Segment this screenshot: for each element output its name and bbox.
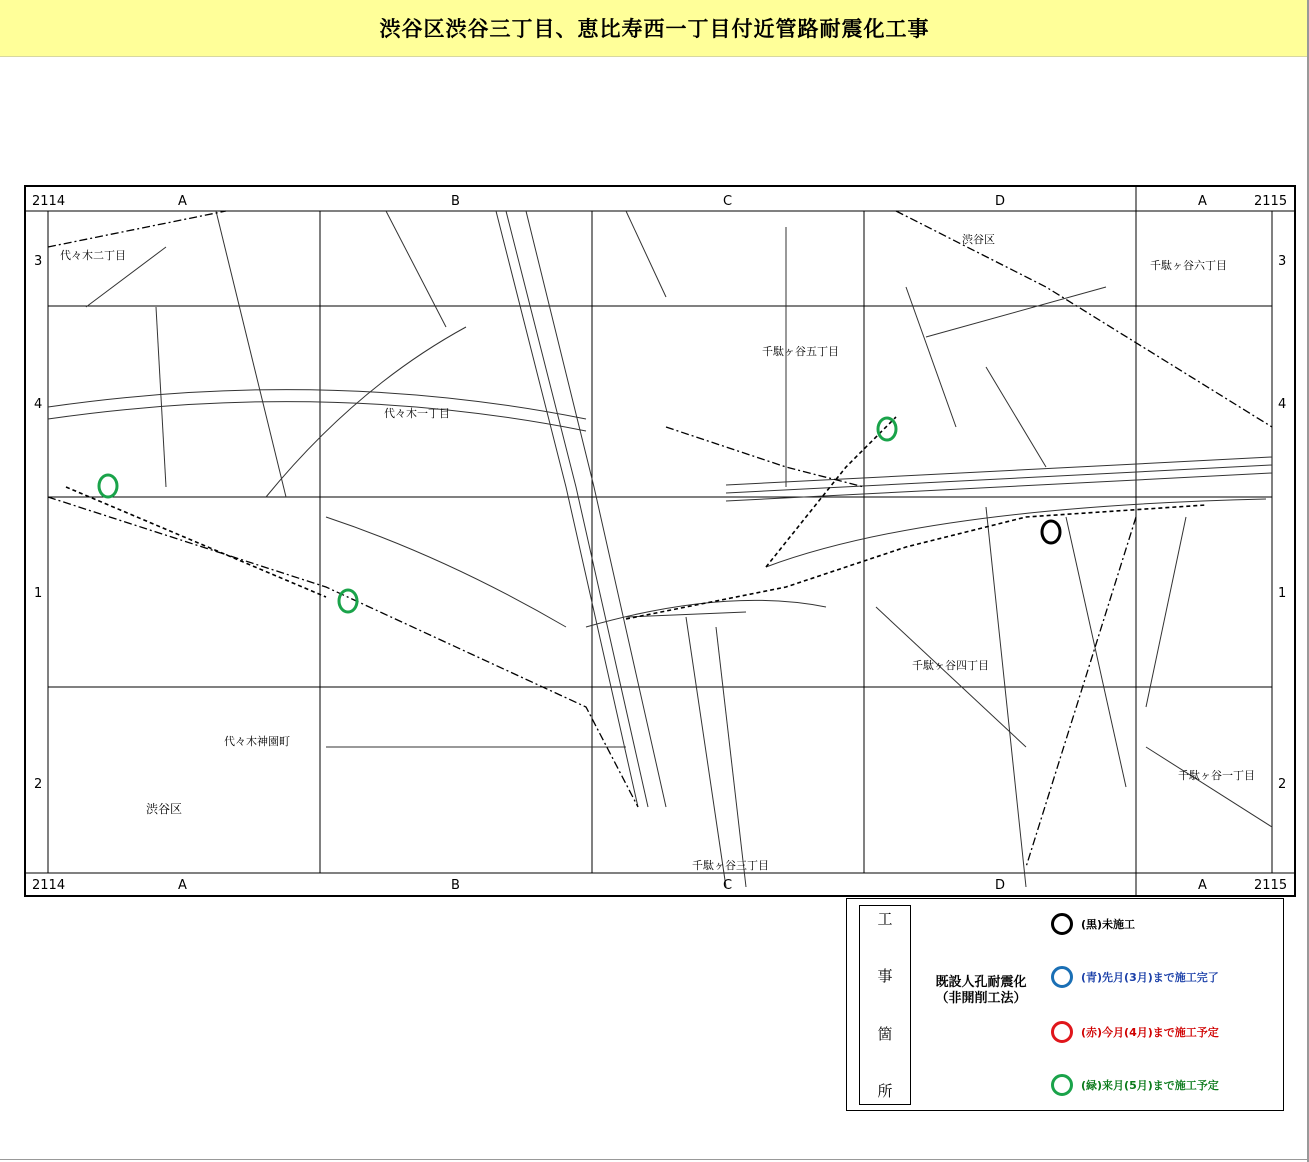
status-markers [99, 418, 1060, 612]
legend-method-line: （非開削工法） [935, 991, 1027, 1006]
place-names [60, 232, 1255, 872]
place-name: 代々木二丁目 [60, 249, 126, 262]
row-label: 1 [1278, 586, 1287, 601]
legend-item-label: (青)先月(3月)まで施工完了 [1081, 971, 1219, 984]
sheet-number-top-left: 2114 [32, 194, 66, 209]
sewer-lines [66, 417, 1206, 619]
place-name: 千駄ヶ谷三丁目 [692, 859, 769, 872]
legend-item-label: (赤)今月(4月)まで施工予定 [1081, 1026, 1219, 1039]
green-ring-icon [1051, 1074, 1073, 1096]
legend-column-char: 事 [877, 967, 893, 986]
bottom-rule [0, 1159, 1309, 1160]
title-banner [0, 0, 1309, 57]
sheet-number-top-right: 2115 [1254, 194, 1288, 209]
marker-green[interactable] [339, 590, 357, 612]
row-labels [34, 254, 1286, 792]
place-name: 千駄ヶ谷六丁目 [1150, 259, 1227, 272]
row-label: 2 [1278, 777, 1287, 792]
map-canvas[interactable] [26, 187, 1294, 895]
place-name: 代々木神園町 [224, 735, 290, 748]
marker-black[interactable] [1042, 521, 1060, 543]
legend-item-label: (黒)未施工 [1081, 918, 1136, 931]
row-label: 1 [34, 586, 43, 601]
row-label: 3 [1278, 254, 1287, 269]
column-label: A [1198, 194, 1207, 209]
column-label: B [451, 878, 460, 893]
red-ring-icon [1051, 1021, 1073, 1043]
legend-column-char: 箇 [877, 1024, 893, 1043]
place-name: 代々木一丁目 [384, 407, 450, 420]
legend-method-line: 既設人孔耐震化 [935, 975, 1027, 990]
black-ring-icon [1051, 913, 1073, 935]
ward-boundary [48, 211, 1272, 867]
blue-ring-icon [1051, 966, 1073, 988]
place-name: 渋谷区 [962, 233, 995, 246]
legend-method [915, 975, 1047, 1007]
legend-item-red [1051, 1017, 1219, 1047]
place-name: 千駄ヶ谷四丁目 [912, 659, 989, 672]
page-title: 渋谷区渋谷三丁目、恵比寿西一丁目付近管路耐震化工事 [379, 17, 930, 41]
column-label: A [1198, 878, 1207, 893]
legend-item-black [1051, 909, 1135, 939]
legend-construction-site-column [859, 905, 911, 1105]
streets [48, 211, 1272, 887]
legend-item-blue [1051, 962, 1219, 992]
column-label: C [723, 194, 733, 209]
column-label: A [178, 194, 187, 209]
column-label: B [451, 194, 460, 209]
legend [846, 898, 1284, 1111]
column-labels-top [32, 194, 1287, 209]
column-labels-bottom [32, 878, 1287, 893]
row-label: 4 [34, 397, 43, 412]
marker-green[interactable] [99, 475, 117, 497]
legend-column-char: 所 [877, 1081, 893, 1100]
column-label: A [178, 878, 187, 893]
column-label: D [995, 878, 1006, 893]
place-name: 千駄ヶ谷五丁目 [762, 345, 839, 358]
grid-lines [48, 187, 1272, 895]
marker-green[interactable] [878, 418, 896, 440]
sheet-number-bottom-left: 2114 [32, 878, 66, 893]
place-name: 千駄ヶ谷一丁目 [1178, 769, 1255, 782]
place-name: 渋谷区 [146, 802, 183, 816]
column-label: C [723, 878, 733, 893]
row-label: 3 [34, 254, 43, 269]
legend-item-label: (緑)来月(5月)まで施工予定 [1081, 1079, 1219, 1092]
row-label: 2 [34, 777, 43, 792]
construction-map[interactable] [24, 185, 1296, 897]
column-label: D [995, 194, 1006, 209]
sheet-number-bottom-right: 2115 [1254, 878, 1288, 893]
legend-column-char: 工 [877, 910, 893, 928]
row-label: 4 [1278, 397, 1287, 412]
legend-item-green [1051, 1070, 1219, 1100]
